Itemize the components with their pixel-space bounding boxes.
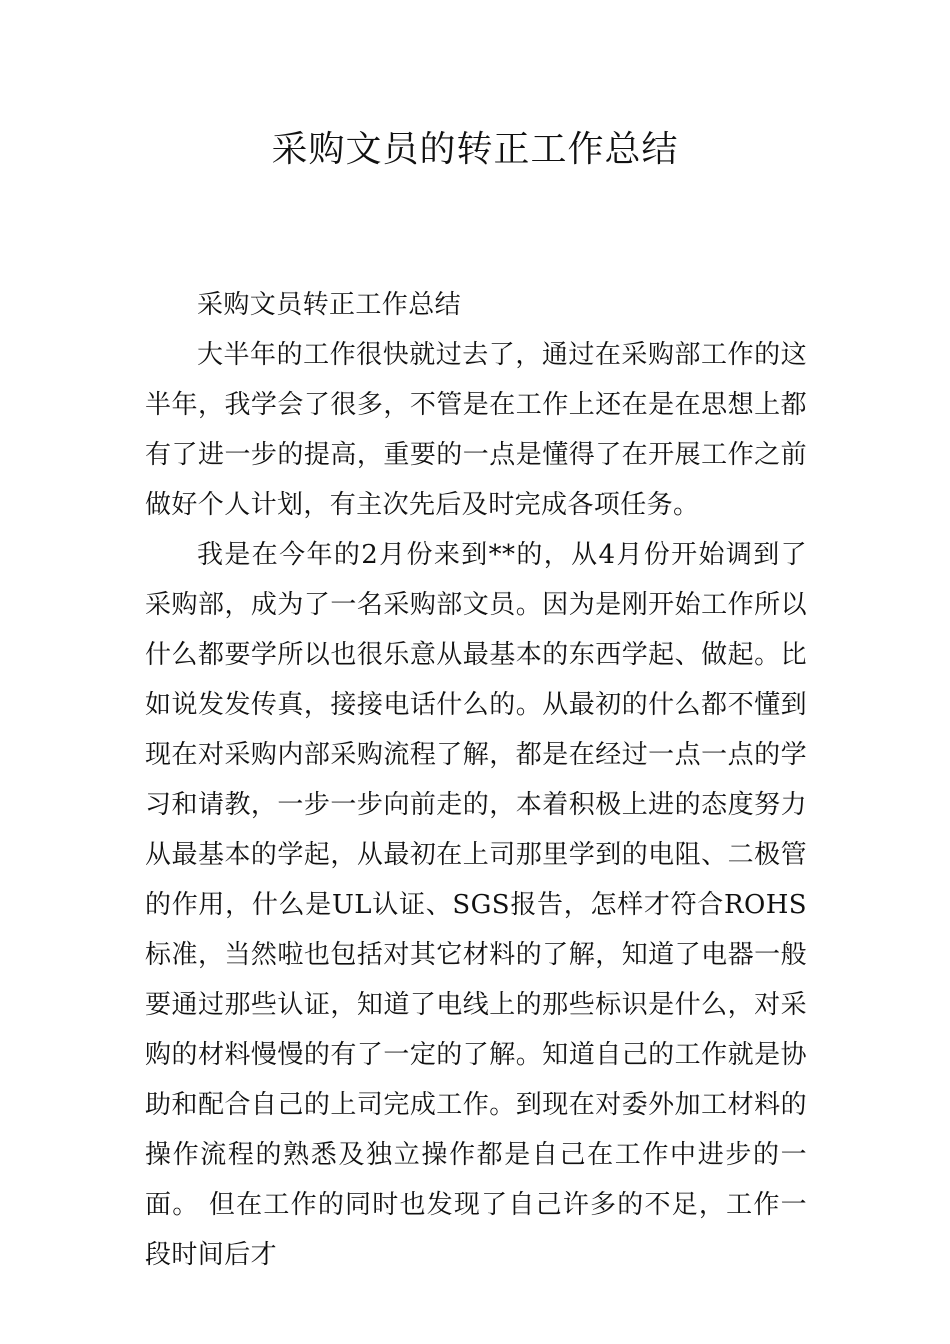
section-heading: 采购文员转正工作总结 <box>197 290 462 320</box>
document-body <box>145 280 807 1280</box>
paragraph-1: 大半年的工作很快就过去了，通过在采购部工作的这半年，我学会了很多，不管是在工作上还在是在思想上都有了进一步的提高，重要的一点是懂得了在开展工作之前做好个人计划，有主次先后及时完成各项任务。 <box>145 340 807 520</box>
document-title: 采购文员的转正工作总结 <box>271 129 679 170</box>
paragraph-2: 我是在今年的2月份来到**的，从4月份开始调到了采购部，成为了一名采购部文员。因为是刚开始工作所以什么都要学所以也很乐意从最基本的东西学起、做起。比如说发发传真，接接电话什么的。从最初的什么都不懂到现在对采购内部采购流程了解，都是在经过一点一点的学习和请教，一步一步向前走的，本着积极上进的态度努力从最基本的学起，从最初在上司那里学到的电阻、二极管的作用，什么是UL认证、SGS报告，怎样才符合ROHS标准，当然啦也包括对其它材料的了解，知道了电器一般要通过那些认证，知道了电线上的那些标识是什么，对采购的材料慢慢的有了一定的了解。知道自己的工作就是协助和配合自己的上司完成工作。到现在对委外加工材料的操作流程的熟悉及独立操作都是自己在工作中进步的一面。 但在工作的同时也发现了自己许多的不足，工作一段时间后才 <box>145 540 807 1270</box>
